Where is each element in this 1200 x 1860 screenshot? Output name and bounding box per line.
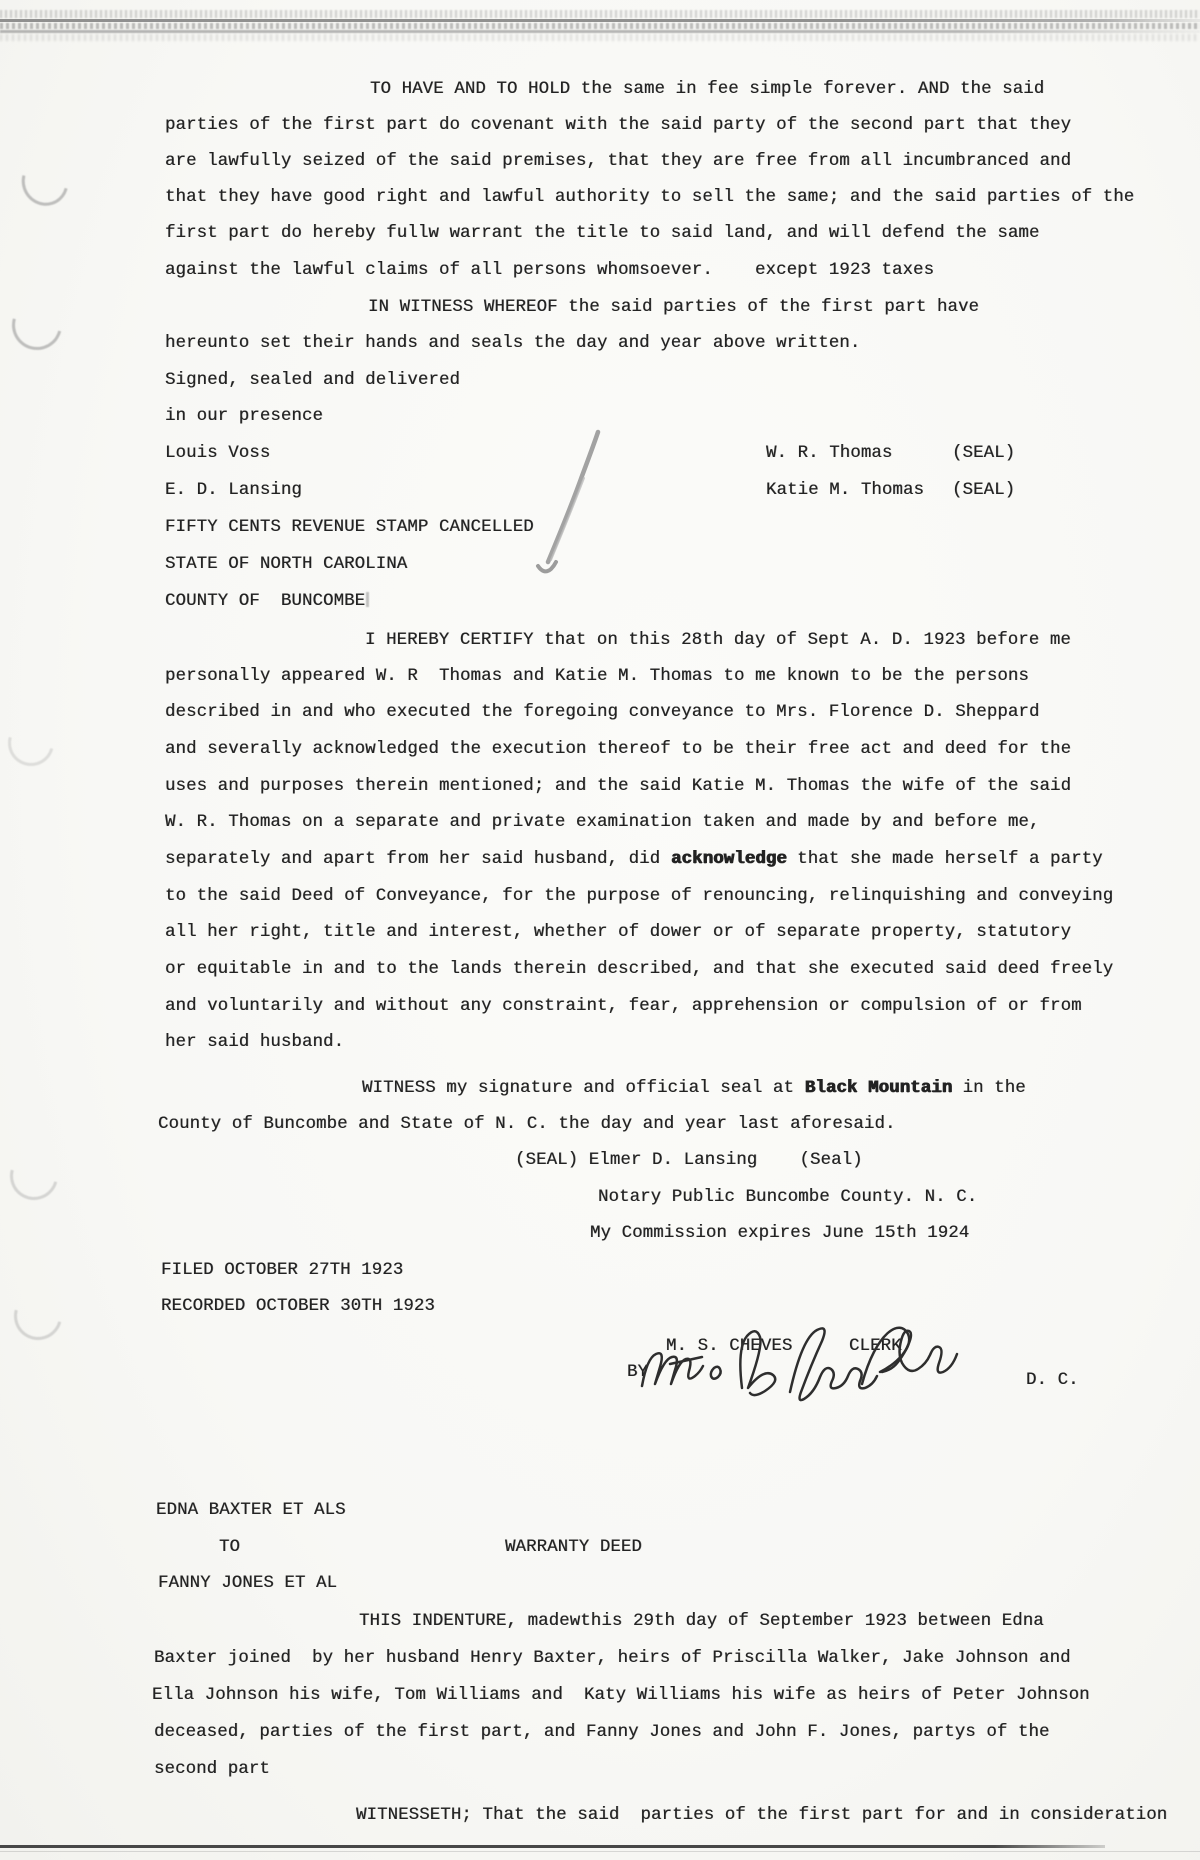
scan-smear-band <box>0 34 1200 41</box>
scan-smear-rule <box>0 19 1200 22</box>
notary-certificate-line: W. R. Thomas on a separate and private examination taken and made by and before me, <box>165 813 1040 832</box>
notary-certificate-line: to the said Deed of Conveyance, for the purpose of renouncing, relinquishing and conveying <box>165 887 1114 906</box>
binder-mark <box>0 712 62 775</box>
county-caption: COUNTY OF BUNCOMBE <box>165 592 366 611</box>
deed1-attestation: Signed, sealed and delivered <box>165 371 461 390</box>
page-edge-line <box>0 1845 1105 1848</box>
ack-post: that she made herself a party <box>786 850 1103 869</box>
deed1-habendum-line: first part do hereby fullw warrant the title to said land, and will defend the same <box>165 224 1040 243</box>
notary-certificate-line: or equitable in and to the lands therein described, and that she executed said deed freely <box>165 960 1114 979</box>
revenue-stamp-note: FIFTY CENTS REVENUE STAMP CANCELLED <box>165 518 534 537</box>
clerk-signature-handwriting <box>630 1316 960 1408</box>
deed2-body-line: THIS INDENTURE, madewthis 29th day of September 1923 between Edna <box>359 1612 1044 1631</box>
deed2-witnesseth-line: WITNESSETH; That the said parties of the first part for and in consideration <box>356 1806 1168 1825</box>
notary-certificate-line: uses and purposes therein mentioned; and the said Katie M. Thomas the wife of the said <box>165 777 1072 796</box>
binder-mark <box>13 150 77 215</box>
deed1-habendum-line: parties of the first part do covenant with the said party of the second part that they <box>165 116 1072 135</box>
binder-mark <box>5 1283 71 1349</box>
grantor-signature-name: Katie M. Thomas <box>766 481 925 500</box>
deed2-body-line: second part <box>154 1760 270 1779</box>
scan-smear-band <box>0 10 1200 18</box>
witness-name: Louis Voss <box>165 444 271 463</box>
witness-pre: WITNESS my signature and official seal at <box>362 1079 805 1098</box>
clerk-title: CLERK <box>849 1337 902 1356</box>
deed2-body-line: Baxter joined by her husband Henry Baxter, heirs of Priscilla Walker, Jake Johnson and <box>154 1649 1071 1668</box>
notary-certificate-line: I HEREBY CERTIFY that on this 28th day of Sept A. D. 1923 before me <box>365 631 1071 650</box>
ink-smudge <box>366 592 369 607</box>
page-edge-line-faint <box>0 1851 1200 1852</box>
deed1-witness-clause: IN WITNESS WHEREOF the said parties of the first part have <box>368 298 980 317</box>
deed1-attestation: in our presence <box>165 407 324 426</box>
state-caption: STATE OF NORTH CAROLINA <box>165 555 408 574</box>
notary-title-line: Notary Public Buncombe County. N. C. <box>598 1188 978 1207</box>
witness-seal-line: County of Buncombe and State of N. C. the day and year last aforesaid. <box>158 1115 896 1134</box>
witness-seal-line <box>362 1079 1026 1099</box>
notary-certificate-line: described in and who executed the foregoing conveyance to Mrs. Florence D. Sheppard <box>165 703 1040 722</box>
deed1-habendum-line: that they have good right and lawful authority to sell the same; and the said parties of the <box>165 188 1135 207</box>
recorded-date-line: RECORDED OCTOBER 30TH 1923 <box>161 1297 435 1316</box>
commission-expiry-line: My Commission expires June 15th 1924 <box>590 1224 970 1243</box>
notary-signature-line: (SEAL) Elmer D. Lansing (Seal) <box>515 1151 863 1170</box>
deed1-habendum-line: TO HAVE AND TO HOLD the same in fee simple forever. AND the said <box>370 80 1045 99</box>
witness-name: E. D. Lansing <box>165 481 302 500</box>
notary-certificate-line: personally appeared W. R Thomas and Katie M. Thomas to me known to be the persons <box>165 667 1029 686</box>
notary-certificate-line: all her right, title and interest, whether of dower or of separate property, statutory <box>165 923 1072 942</box>
deed1-habendum-line: are lawfully seized of the said premises, that they are free from all incumbranced and <box>165 152 1072 171</box>
witness-post: in the <box>952 1079 1026 1098</box>
deed2-body-line: deceased, parties of the first part, and Fanny Jones and John F. Jones, partys of the <box>154 1723 1050 1742</box>
ack-pre: separately and apart from her said husband, did <box>165 850 671 869</box>
filed-date-line: FILED OCTOBER 27TH 1923 <box>161 1261 404 1280</box>
deed2-body-line: Ella Johnson his wife, Tom Williams and Katy Williams his wife as heirs of Peter Johnson <box>152 1686 1090 1705</box>
scan-smear-rule <box>0 30 1200 33</box>
by-label: BY <box>627 1363 649 1382</box>
pen-checkmark <box>528 420 612 580</box>
deed2-grantor: EDNA BAXTER ET ALS <box>156 1501 346 1520</box>
notary-certificate-line: and severally acknowledged the execution thereof to be their free act and deed for the <box>165 740 1072 759</box>
deed2-type-heading: WARRANTY DEED <box>505 1538 642 1557</box>
deed1-witness-clause: hereunto set their hands and seals the day and year above written. <box>165 334 861 353</box>
deed2-to-label: TO <box>219 1538 241 1557</box>
seal-label: (SEAL) <box>952 444 1016 463</box>
deed2-grantee: FANNY JONES ET AL <box>158 1574 338 1593</box>
place-overstruck: Black Mountain <box>804 1079 953 1098</box>
notary-certificate-line: and voluntarily and without any constraint, fear, apprehension or compulsion of or from <box>165 997 1082 1016</box>
clerk-name: M. S. CHEVES <box>666 1337 793 1356</box>
ack-overstruck-word: acknowledge <box>670 850 787 869</box>
deed1-habendum-line: against the lawful claims of all persons whomsoever. except 1923 taxes <box>165 261 935 280</box>
scan-smear-band <box>0 23 1200 29</box>
binder-mark <box>3 291 71 359</box>
grantor-signature-name: W. R. Thomas <box>766 444 893 463</box>
notary-certificate-line: her said husband. <box>165 1033 345 1052</box>
binder-mark <box>1 1143 67 1209</box>
seal-label: (SEAL) <box>952 481 1016 500</box>
notary-certificate-line <box>165 850 1103 870</box>
deputy-clerk-label: D. C. <box>1026 1371 1079 1390</box>
